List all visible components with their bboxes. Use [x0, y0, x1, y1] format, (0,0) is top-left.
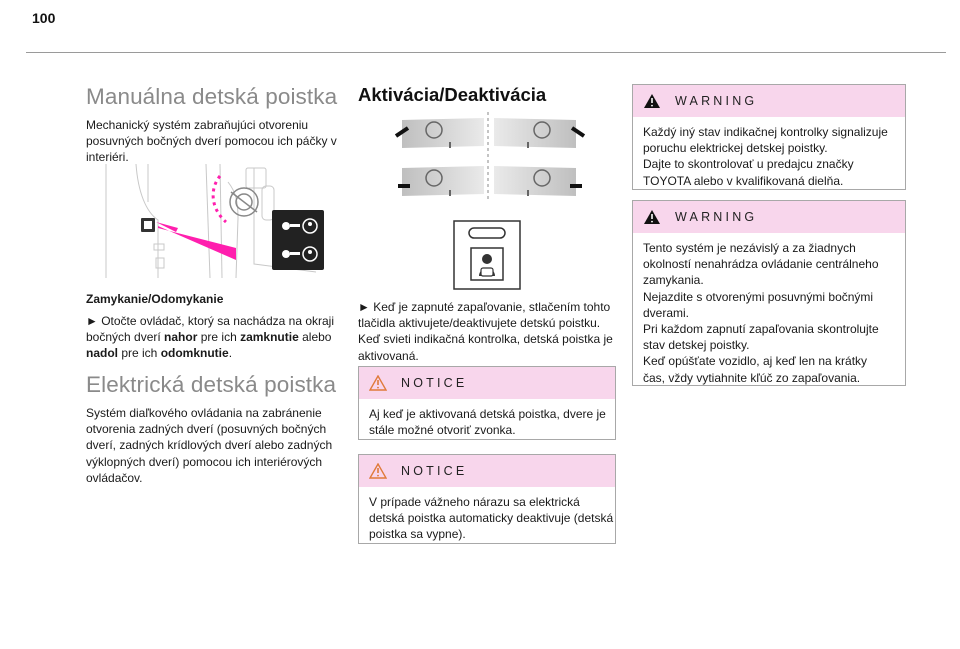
door-state-diagram: [390, 112, 590, 202]
manual-lock-instruction: ► Otočte ovládač, ktorý sa nachádza na okraji bočných dverí nahor pre ich zamknutie alebo nadol pre ich odomknutie.: [86, 314, 335, 361]
warning-text: Každý iný stav indikačnej kontrolky signalizuje poruchu elektrickej detskej poistky. Dajte to skontrolovať u predajcu značky TOYOTA alebo v kvalifikovaná dielňa.: [643, 125, 888, 188]
page-number: 100: [32, 10, 56, 26]
notice-triangle-icon: [369, 375, 387, 391]
notice-box-exterior-open: [358, 366, 616, 440]
notice-label: NOTICE: [401, 376, 468, 390]
activation-title: Aktivácia/Deaktivácia: [358, 84, 547, 105]
warning-header: [633, 201, 905, 233]
child-lock-button-icon: [453, 220, 521, 290]
notice-triangle-icon: [369, 463, 387, 479]
warning-label: WARNING: [675, 94, 758, 108]
header-rule: [26, 52, 946, 53]
warning-header: [633, 85, 905, 117]
manual-lock-intro: Mechanický systém zabraňujúci otvoreniu posuvných bočných dverí pomocou ich páčky v interiéri.: [86, 118, 337, 165]
notice-text: Aj keď je aktivovaná detská poistka, dvere je stále možné otvoriť zvonka.: [369, 407, 606, 438]
warning-triangle-icon: [643, 209, 661, 225]
electric-lock-title: Elektrická detská poistka: [86, 372, 337, 397]
notice-box-crash: [358, 454, 616, 544]
activation-instruction: ► Keď je zapnuté zapaľovanie, stlačením tohto tlačidla aktivujete/deaktivujete detskú poistku. Keď svieti indikačná kontrolka, detská poistka je aktivovaná.: [358, 300, 613, 363]
notice-header: [359, 455, 615, 487]
notice-label: NOTICE: [401, 464, 468, 478]
door-lock-illustration: [86, 162, 336, 280]
manual-lock-title: Manuálna detská poistka: [86, 84, 338, 109]
electric-lock-description: Systém diaľkového ovládania na zabránenie otvorenia zadných dverí (posuvných bočných dverí, zadných krídlových dverí alebo zadných výklopných dverí) pomocou ich interiérových ovládačov.: [86, 406, 333, 485]
warning-text: Tento systém je nezávislý a za žiadnych okolností nenahrádza ovládanie centrálneho zamykania. Nejazdite s otvorenými posuvnými bočnými dverami. Pri každom zapnutí zapaľovania skontrolujte stav detskej poistky. Keď opúšťate vozidlo, aj keď len na krátky čas, vždy vytiahnite kľúč zo zapaľovania.: [643, 241, 879, 385]
warning-box-malfunction: [632, 84, 906, 190]
warning-label: WARNING: [675, 210, 758, 224]
warning-box-independent-system: [632, 200, 906, 386]
notice-header: [359, 367, 615, 399]
warning-triangle-icon: [643, 93, 661, 109]
notice-text: V prípade vážneho nárazu sa elektrická detská poistka automaticky deaktivuje (detská poistka sa vypne).: [369, 495, 614, 542]
lock-unlock-subheading: Zamykanie/Odomykanie: [86, 292, 224, 306]
